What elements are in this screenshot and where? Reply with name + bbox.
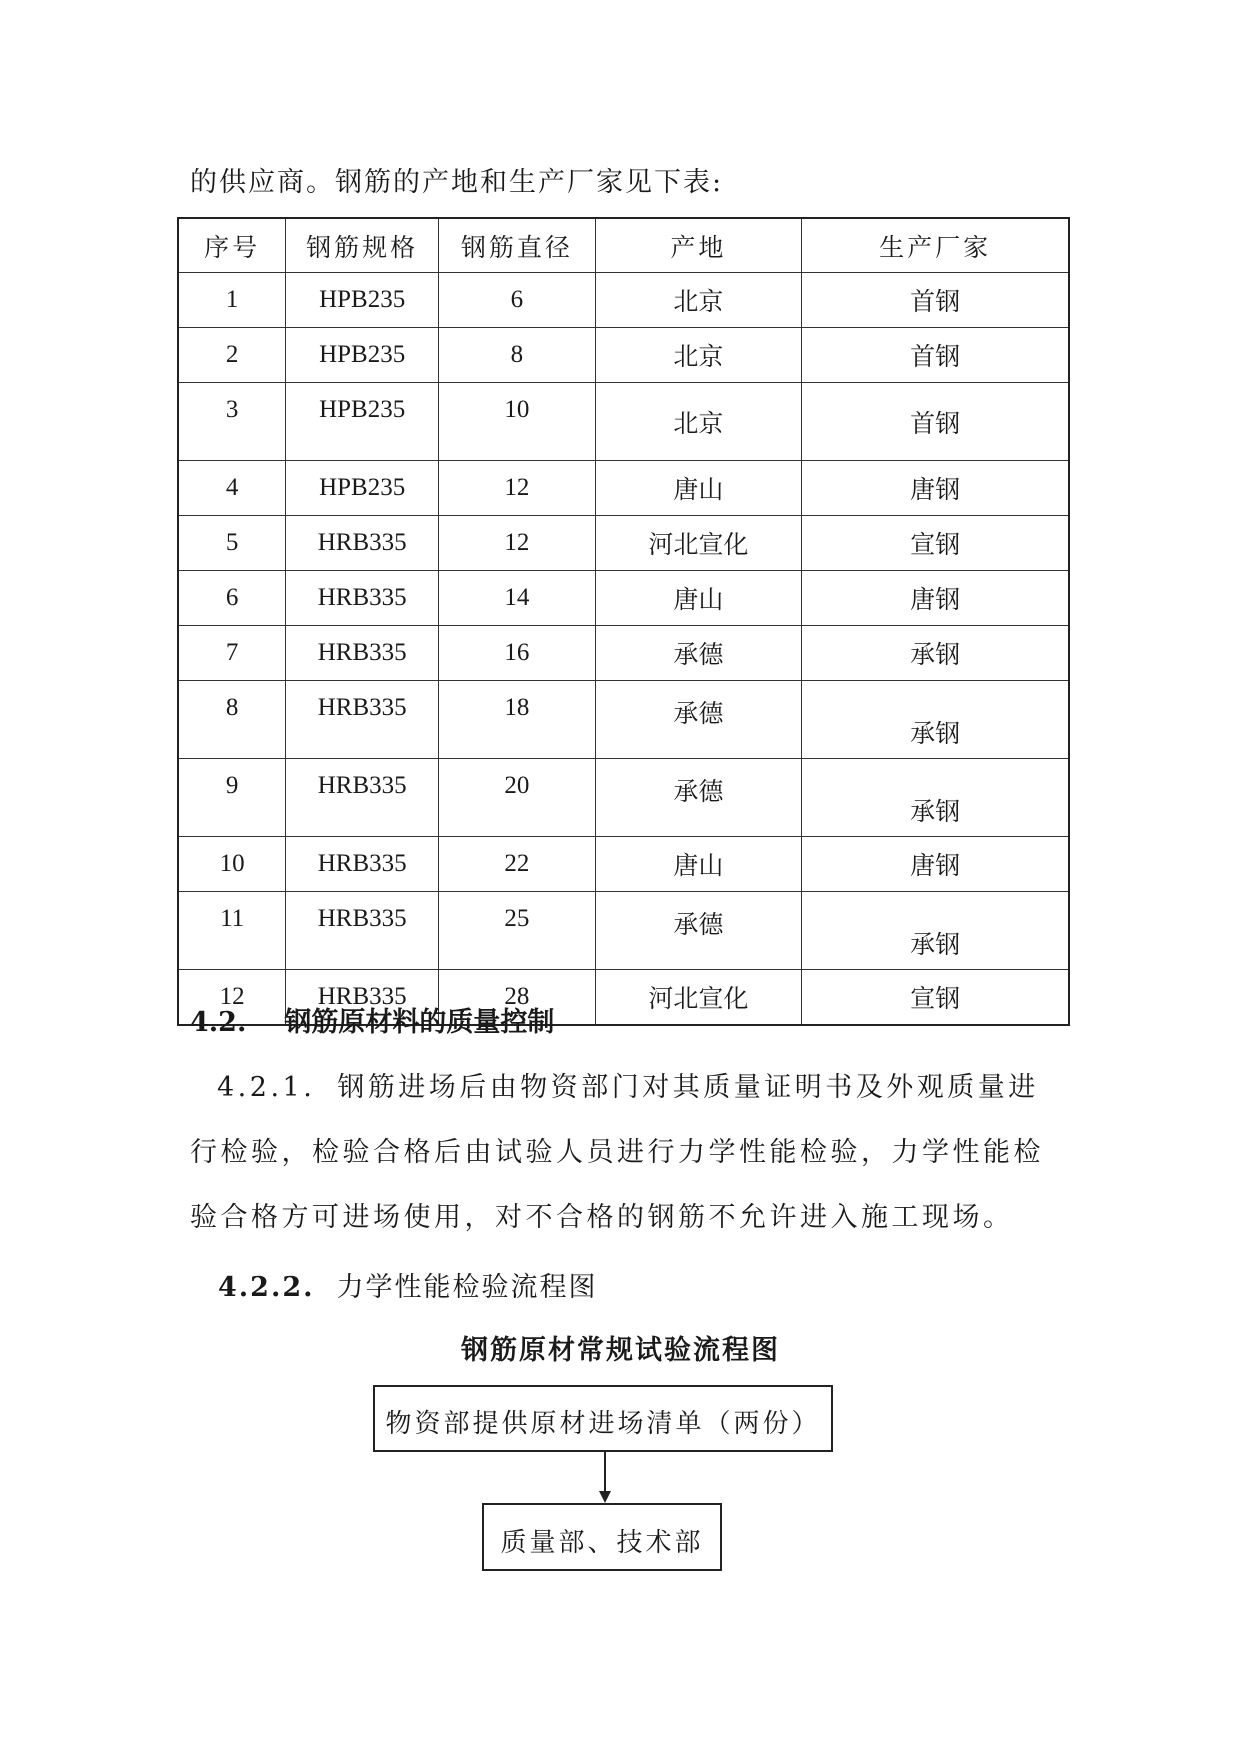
cell-spec: HRB335	[286, 759, 439, 837]
header-index: 序号	[178, 218, 286, 273]
cell-manufacturer: 承钢	[802, 892, 1069, 970]
flow-box-label: 物资部提供原材进场清单（两份）	[385, 1409, 821, 1439]
cell-spec: HPB235	[286, 328, 439, 383]
cell-diameter: 14	[439, 571, 596, 626]
cell-diameter: 20	[439, 759, 596, 837]
cell-diameter: 10	[439, 383, 596, 461]
cell-spec: HPB235	[286, 383, 439, 461]
header-manufacturer: 生产厂家	[802, 218, 1069, 273]
table-row	[178, 892, 1069, 970]
cell-origin: 承德	[595, 681, 801, 759]
cell-index: 8	[178, 681, 286, 759]
cell-manufacturer: 承钢	[802, 681, 1069, 759]
cell-diameter: 12	[439, 461, 596, 516]
cell-manufacturer: 唐钢	[802, 461, 1069, 516]
flow-box-label: 质量部、技术部	[500, 1528, 704, 1558]
table-row	[178, 626, 1069, 681]
cell-index: 11	[178, 892, 286, 970]
cell-spec: HRB335	[286, 681, 439, 759]
cell-origin: 承德	[595, 626, 801, 681]
cell-index: 3	[178, 383, 286, 461]
cell-index: 5	[178, 516, 286, 571]
table-row	[178, 328, 1069, 383]
flowchart-title: 钢筋原材常规试验流程图	[461, 1335, 780, 1366]
cell-spec: HRB335	[286, 892, 439, 970]
cell-spec: HRB335	[286, 626, 439, 681]
cell-manufacturer: 承钢	[802, 759, 1069, 837]
cell-diameter: 22	[439, 837, 596, 892]
cell-spec: HPB235	[286, 273, 439, 328]
down-arrow-icon	[590, 1452, 620, 1504]
table-row	[178, 571, 1069, 626]
header-diameter: 钢筋直径	[439, 218, 596, 273]
table-row	[178, 461, 1069, 516]
cell-origin: 唐山	[595, 837, 801, 892]
cell-diameter: 25	[439, 892, 596, 970]
cell-spec: HRB335	[286, 516, 439, 571]
cell-index: 1	[178, 273, 286, 328]
table-row	[178, 273, 1069, 328]
cell-manufacturer: 首钢	[802, 273, 1069, 328]
cell-origin: 唐山	[595, 571, 801, 626]
cell-diameter: 28	[439, 970, 596, 1026]
cell-origin: 北京	[595, 383, 801, 461]
cell-spec: HRB335	[286, 837, 439, 892]
cell-index: 12	[178, 970, 286, 1026]
subsection-number: 4.2.2.	[218, 1272, 315, 1303]
cell-manufacturer: 宣钢	[802, 516, 1069, 571]
cell-index: 10	[178, 837, 286, 892]
cell-diameter: 16	[439, 626, 596, 681]
intro-text: 的供应商。钢筋的产地和生产厂家见下表:	[190, 167, 724, 198]
cell-manufacturer: 宣钢	[802, 970, 1069, 1026]
cell-index: 9	[178, 759, 286, 837]
flow-box-material-list	[373, 1385, 833, 1452]
flow-box-quality-tech	[482, 1503, 722, 1571]
paragraph-text: 钢筋进场后由物资部门对其质量证明书及外观质量进行检验，检验合格后由试验人员进行力学性能检验，力学性能检验合格方可进场使用，对不合格的钢筋不允许进入施工现场。	[190, 1072, 1044, 1233]
cell-index: 7	[178, 626, 286, 681]
cell-origin: 北京	[595, 273, 801, 328]
table-row	[178, 383, 1069, 461]
cell-origin: 河北宣化	[595, 516, 801, 571]
section-heading	[190, 1000, 554, 1039]
cell-origin: 北京	[595, 328, 801, 383]
cell-origin: 承德	[595, 759, 801, 837]
subsection-title: 力学性能检验流程图	[336, 1272, 598, 1303]
cell-manufacturer: 唐钢	[802, 837, 1069, 892]
cell-diameter: 12	[439, 516, 596, 571]
table-row	[178, 681, 1069, 759]
paragraph-4-2-1	[190, 1055, 1060, 1250]
cell-index: 6	[178, 571, 286, 626]
cell-index: 4	[178, 461, 286, 516]
table-row	[178, 759, 1069, 837]
section-number: 4.2.	[190, 1007, 247, 1038]
rebar-table	[177, 217, 1070, 1026]
cell-origin: 唐山	[595, 461, 801, 516]
paragraph-number: 4.2.1.	[217, 1072, 316, 1103]
cell-origin: 承德	[595, 892, 801, 970]
table-row	[178, 837, 1069, 892]
subsection-heading	[218, 1265, 598, 1304]
cell-spec: HPB235	[286, 461, 439, 516]
cell-manufacturer: 唐钢	[802, 571, 1069, 626]
cell-spec: HRB335	[286, 571, 439, 626]
header-origin: 产地	[595, 218, 801, 273]
cell-diameter: 6	[439, 273, 596, 328]
cell-diameter: 18	[439, 681, 596, 759]
section-title: 钢筋原材料的质量控制	[284, 1007, 555, 1038]
cell-index: 2	[178, 328, 286, 383]
cell-origin: 河北宣化	[595, 970, 801, 1026]
table-row	[178, 516, 1069, 571]
cell-manufacturer: 承钢	[802, 626, 1069, 681]
cell-spec: HRB335	[286, 970, 439, 1026]
cell-manufacturer: 首钢	[802, 328, 1069, 383]
cell-manufacturer: 首钢	[802, 383, 1069, 461]
table-header-row	[178, 218, 1069, 273]
cell-diameter: 8	[439, 328, 596, 383]
header-spec: 钢筋规格	[286, 218, 439, 273]
